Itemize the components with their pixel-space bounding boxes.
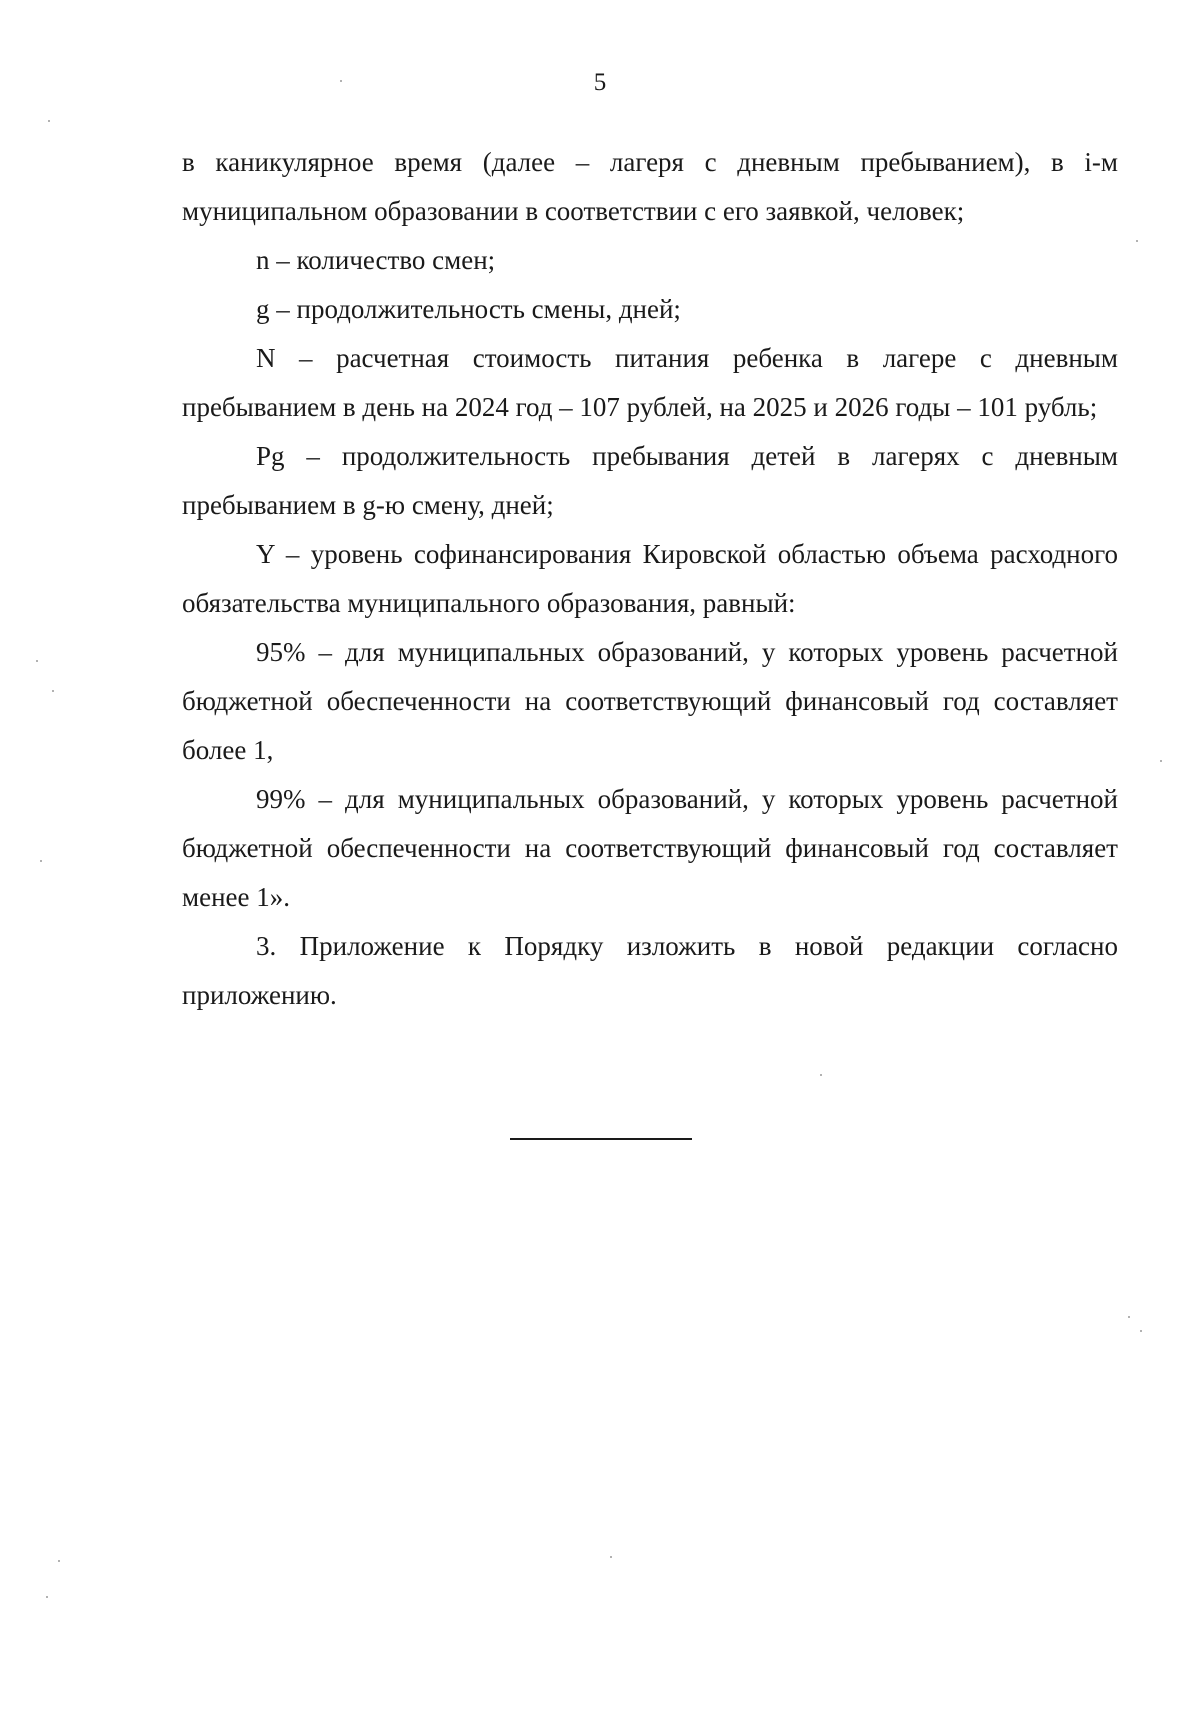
scan-speck xyxy=(610,1556,612,1558)
paragraph-Pg-definition: Pg – продолжительность пребывания детей в лагерях с дневным пребыванием в g-ю смену, дней; xyxy=(182,441,1118,520)
scan-speck xyxy=(46,1596,48,1598)
scan-speck xyxy=(1136,240,1138,242)
page-number: 5 xyxy=(593,69,607,96)
scan-speck xyxy=(820,1074,822,1076)
scan-speck xyxy=(1140,1330,1142,1332)
scan-speck xyxy=(36,660,38,662)
paragraph-n-definition: n – количество смен; xyxy=(256,245,496,275)
paragraph-95-percent: 95% – для муниципальных образований, у которых уровень расчетной бюджетной обеспеченности на соответствующий финансовый год составляет более 1, xyxy=(182,637,1118,765)
scan-speck xyxy=(48,120,50,122)
document-body xyxy=(182,138,1118,1020)
paragraph-continuation: в каникулярное время (далее – лагеря с дневным пребыванием), в i-м муниципальном образовании в соответствии с его заявкой, человек; xyxy=(182,147,1118,226)
paragraph-99-percent: 99% – для муниципальных образований, у которых уровень расчетной бюджетной обеспеченности на соответствующий финансовый год составляет менее 1». xyxy=(182,784,1118,912)
scan-speck xyxy=(58,1560,60,1562)
paragraph-g-definition: g – продолжительность смены, дней; xyxy=(256,294,681,324)
scan-speck xyxy=(1128,1316,1130,1318)
end-rule-divider xyxy=(510,1138,692,1140)
scan-speck xyxy=(40,860,42,862)
scan-speck xyxy=(340,80,342,82)
scan-speck xyxy=(1160,760,1162,762)
paragraph-item-3: 3. Приложение к Порядку изложить в новой редакции согласно приложению. xyxy=(182,931,1118,1010)
scan-speck xyxy=(52,690,54,692)
paragraph-Y-definition: Y – уровень софинансирования Кировской областью объема расходного обязательства муниципального образования, равный: xyxy=(182,539,1118,618)
paragraph-N-definition: N – расчетная стоимость питания ребенка в лагере с дневным пребыванием в день на 2024 год – 107 рублей, на 2025 и 2026 годы – 101 рубль; xyxy=(182,343,1118,422)
